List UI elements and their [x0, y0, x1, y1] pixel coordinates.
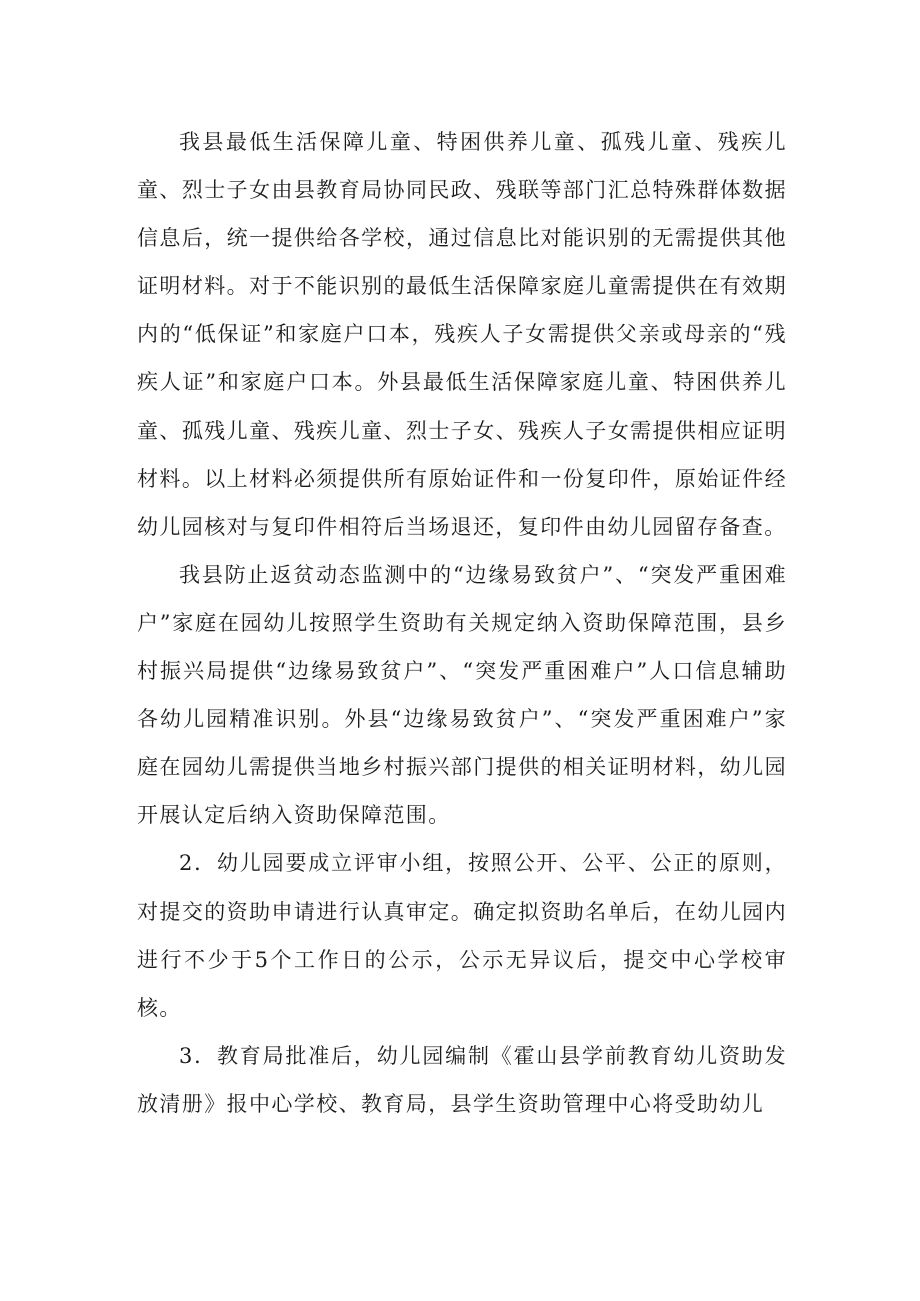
paragraph-poverty-monitoring: 我县防止返贫动态监测中的“边缘易致贫户”、“突发严重困难户”家庭在园幼儿按照学生资助有关规定纳入资助保障范围，县乡村振兴局提供“边缘易致贫户”、“突发严重困难户”人口信息辅助各幼儿园精准识别。外县“边缘易致贫户”、“突发严重困难户”家庭在园幼儿需提供当地乡村振兴部门提供的相关证明材料，幼儿园开展认定后纳入资助保障范围。: [137, 562, 787, 828]
paragraph-special-groups: 我县最低生活保障儿童、特困供养儿童、孤残儿童、残疾儿童、烈士子女由县教育局协同民政、残联等部门汇总特殊群体数据信息后，统一提供给各学校，通过信息比对能识别的无需提供其他证明材料。对于不能识别的最低生活保障家庭儿童需提供在有效期内的“低保证”和家庭户口本，残疾人子女需提供父亲或母亲的“残疾人证”和家庭户口本。外县最低生活保障家庭儿童、特困供养儿童、孤残儿童、残疾儿童、烈士子女、残疾人子女需提供相应证明材料。以上材料必须提供所有原始证件和一份复印件，原始证件经幼儿园核对与复印件相符后当场退还，复印件由幼儿园留存备查。: [137, 130, 787, 539]
paragraph-approval-roster: 3．教育局批准后，幼儿园编制《霍山县学前教育幼儿资助发放清册》报中心学校、教育局，县学生资助管理中心将受助幼儿: [137, 1043, 787, 1116]
document-body: [137, 118, 787, 1128]
paragraph-review-panel: 2．幼儿园要成立评审小组，按照公开、公平、公正的原则，对提交的资助申请进行认真审定。确定拟资助名单后，在幼儿园内进行不少于5个工作日的公示，公示无异议后，提交中心学校审核。: [137, 851, 787, 1020]
